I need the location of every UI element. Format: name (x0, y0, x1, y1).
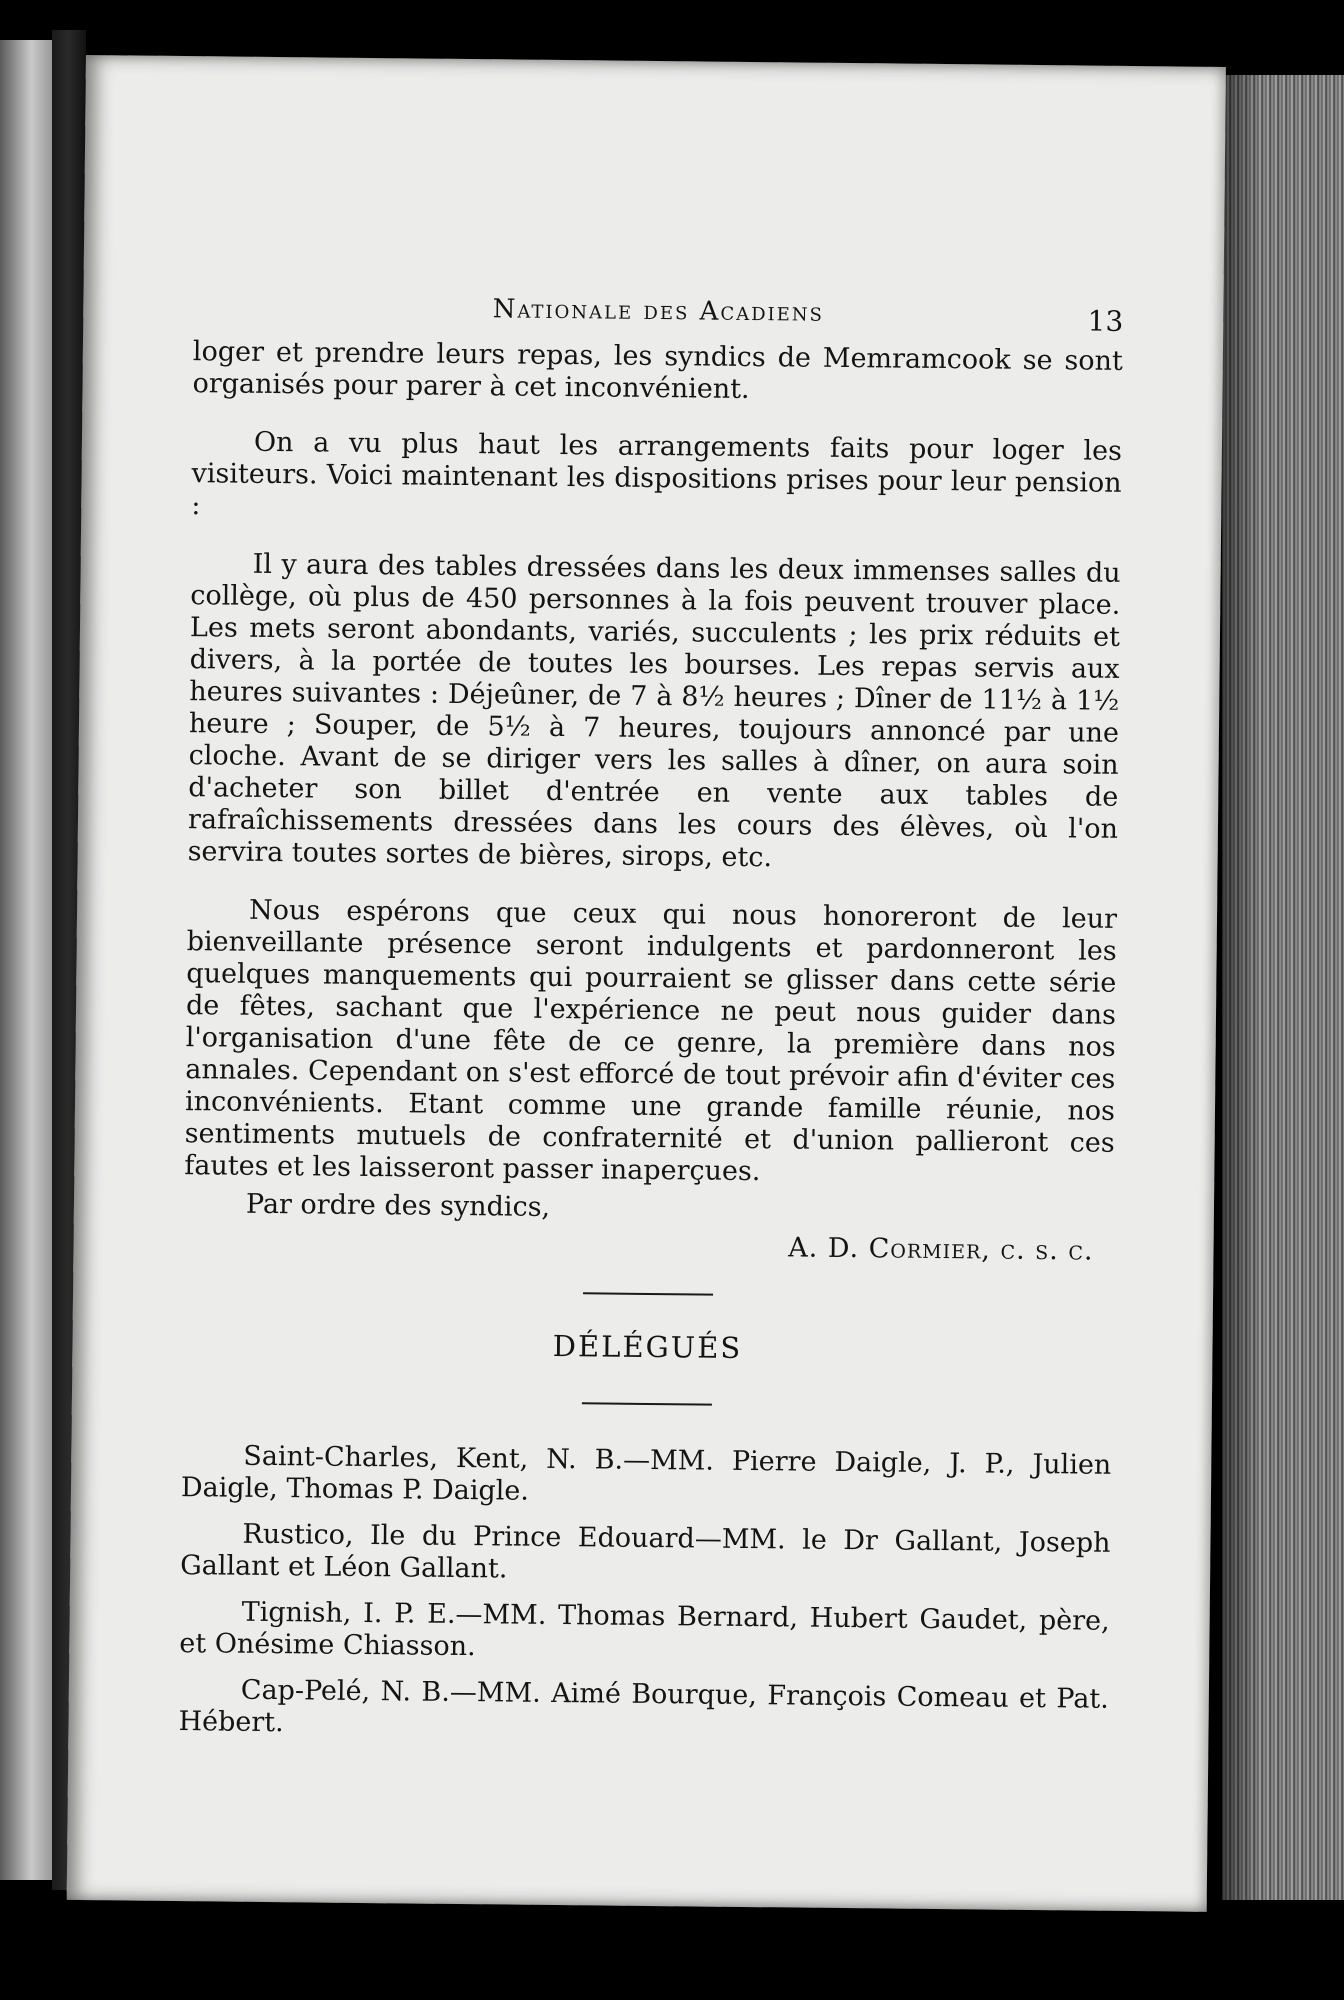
section-rule-top (583, 1292, 713, 1295)
paragraph-closing: Par ordre des syndics, (245, 1188, 551, 1223)
delegates-list (178, 1440, 1111, 1748)
list-item: Saint-Charles, Kent, N. B.—MM. Pierre Daigle, J. P., Julien Daigle, Thomas P. Daigle. (180, 1440, 1112, 1507)
paragraph-arrangements: On a vu plus haut les arrangements faits pour loger les visiteurs. Voici maintenant les dispositions prises pour leur pension : (191, 426, 1123, 522)
paragraph-tables: Il y aura des tables dressées dans les deux immenses salles du collège, où plus de 450 personnes à la fois peuvent trouver place. Les mets seront abondants, variés, succulents ; les prix réduits et divers, à la portée de toutes les bourses. Les repas servis aux heures suivantes : Déjeûner, de 7 à 8½ heures ; Dîner de 11½ à 1½ heure ; Souper, de 5½ à 7 heures, toujours annoncé par une cloche. Avant de se diriger vers les salles à dîner, on aura soin d'acheter son billet d'entrée en vente aux tables de rafraîchissements dressées dans les cours des élèves, où l'on servira toutes sortes de bières, sirops, etc. (187, 548, 1121, 874)
list-item: Tignish, I. P. E.—MM. Thomas Bernard, Hubert Gaudet, père, et Onésime Chiasson. (179, 1596, 1110, 1663)
running-title: Nationale des Acadiens (492, 294, 825, 328)
list-item: Rustico, Ile du Prince Edouard—MM. le Dr Gallant, Joseph Gallant et Léon Gallant. (180, 1518, 1111, 1585)
section-title: DÉLÉGUÉS (552, 1328, 743, 1365)
previous-page-edge (0, 40, 52, 1880)
list-item: Cap-Pelé, N. B.—MM. Aimé Bourque, François Comeau et Pat. Hébert. (178, 1674, 1109, 1739)
section-rule-bottom (582, 1402, 712, 1405)
signature: A. D. Cormier, c. s. c. (788, 1232, 1094, 1267)
paragraph-continuation: loger et prendre leurs repas, les syndics de Memramcook se sont organisés pour parer à cet inconvénient. (192, 336, 1124, 405)
paragraph-apology: Nous espérons que ceux qui nous honoreront de leur bienveillante présence seront indulgents et pardonneront les quelques manquements qui pourraient se glisser dans cette série de fêtes, sachant que l'expérience ne peut nous guider dans l'organisation d'une fête de ce genre, la première dans nos annales. Cependant on s'est efforcé de tout prévoir afin d'éviter ces inconvénients. Etant comme une grande famille réunie, nos sentiments mutuels de confraternité et d'union pallieront ces fautes et les laisseront passer inaperçues. (184, 894, 1118, 1188)
page-block-edges (1222, 75, 1344, 1900)
page-text (178, 286, 1123, 1762)
page-number: 13 (1087, 304, 1124, 338)
book-page (67, 55, 1226, 1912)
running-header (193, 286, 1123, 340)
